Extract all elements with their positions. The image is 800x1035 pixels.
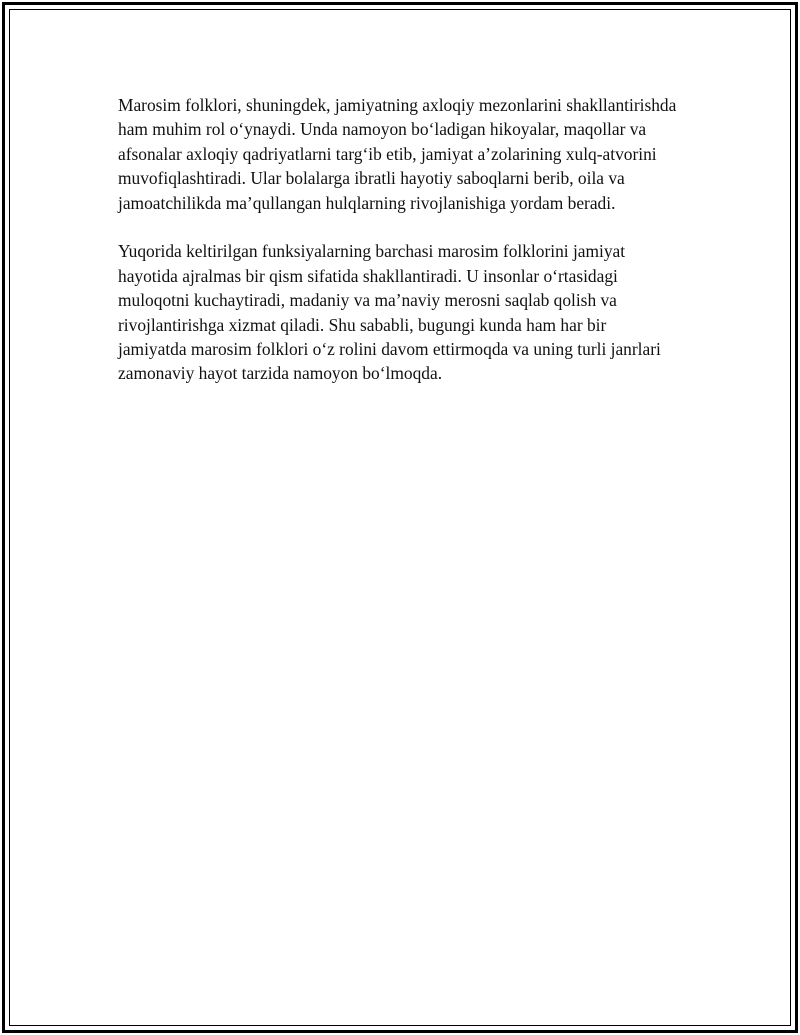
paragraph-1: Marosim folklori, shuningdek, jamiyatning axloqiy mezonlarini shakllantirishda ham muhim rol o‘ynaydi. Unda namoyon bo‘ladigan hikoyalar, maqollar va afsonalar axloqiy qadriyatlarni targ‘ib etib, jamiyat a’zolarining xulq-atvorini muvofiqlashtiradi. Ular bolalarga ibratli hayotiy saboqlarni berib, oila va jamoatchilikda ma’qullangan hulqlarning rivojlanishiga yordam beradi. — [118, 95, 677, 213]
document-body — [118, 93, 678, 410]
paragraph-2: Yuqorida keltirilgan funksiyalarning barchasi marosim folklorini jamiyat hayotida ajralmas bir qism sifatida shakllantiradi. U insonlar o‘rtasidagi muloqotni kuchaytiradi, madaniy va ma’naviy merosni saqlab qolish va rivojlantirishga xizmat qiladi. Shu sababli, bugungi kunda ham har bir jamiyatda marosim folklori o‘z rolini davom ettirmoqda va uning turli janrlari zamonaviy hayot tarzida namoyon bo‘lmoqda. — [118, 241, 661, 384]
